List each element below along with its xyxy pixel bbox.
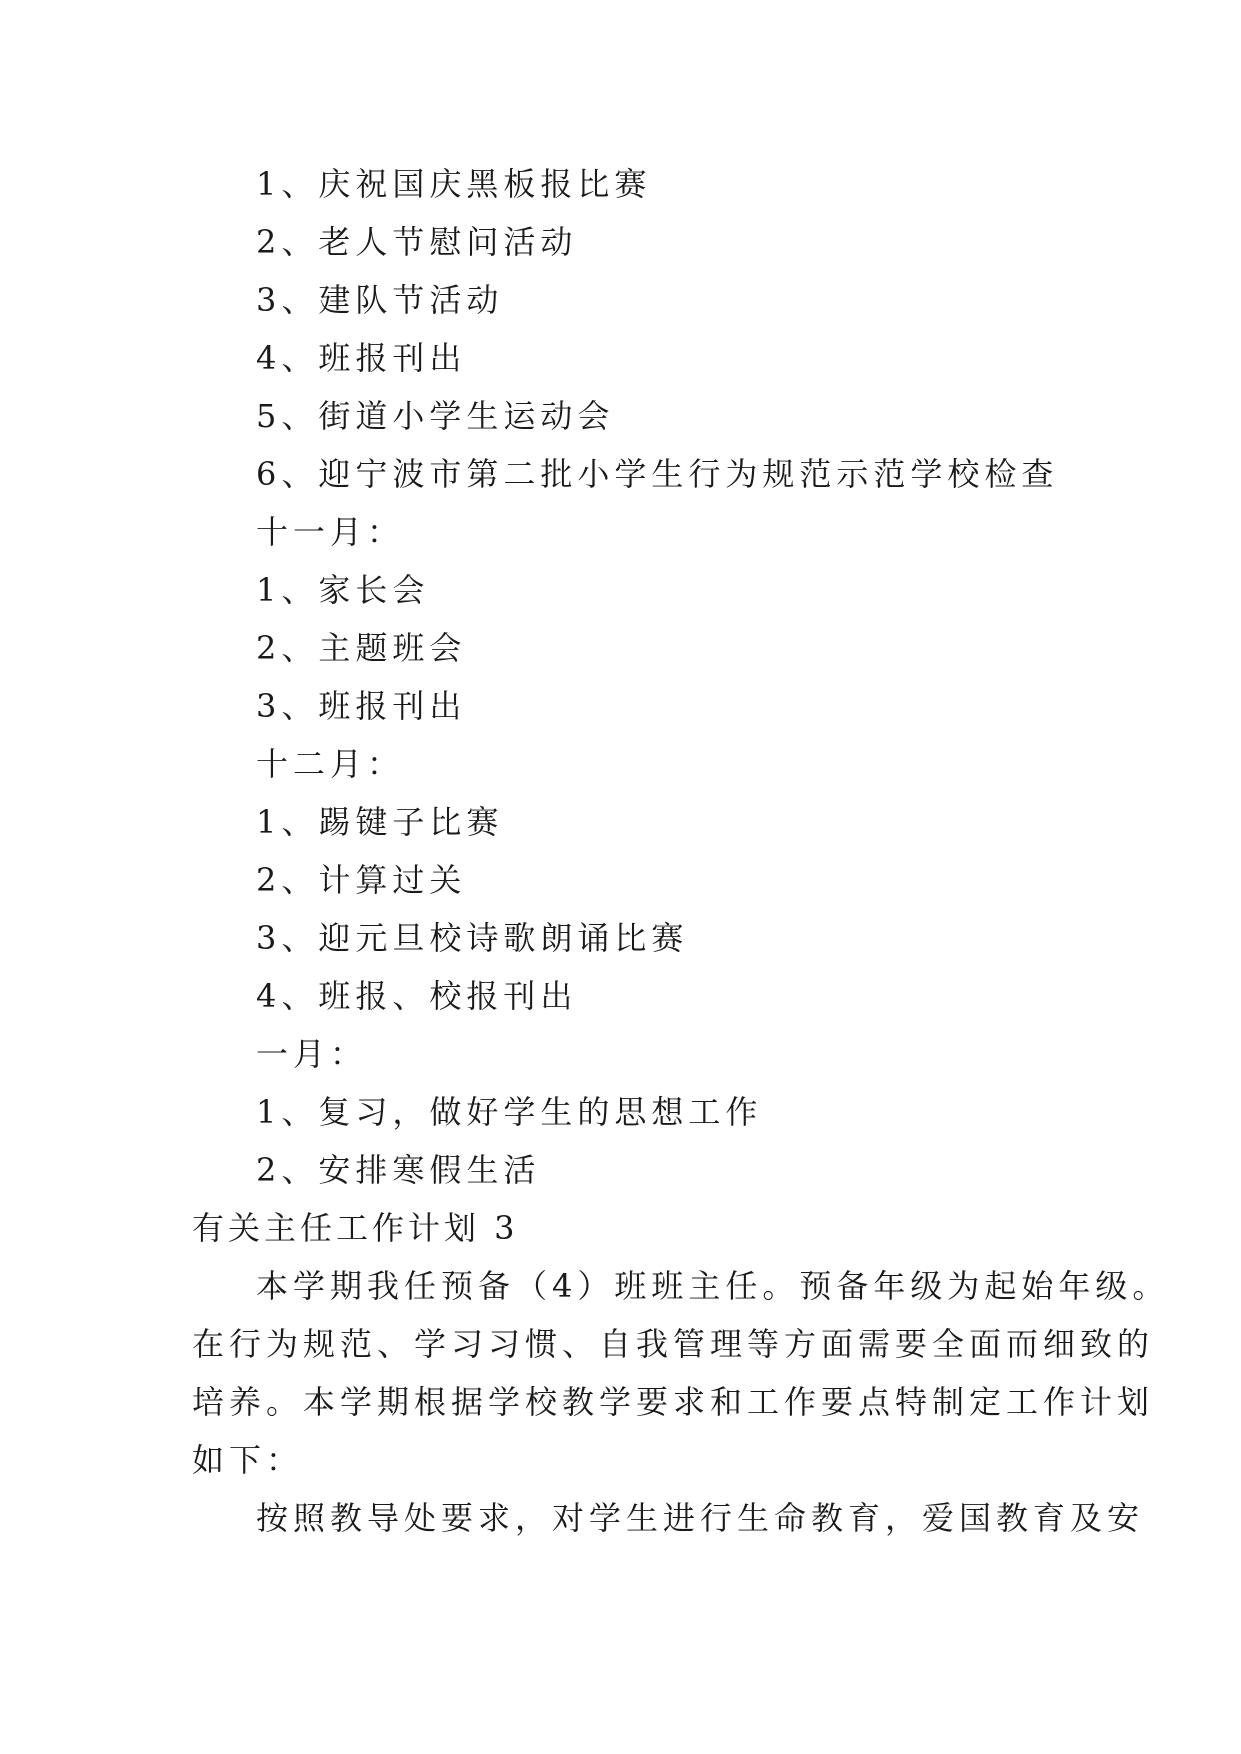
october-item-5: 5、街道小学生运动会 (256, 397, 615, 435)
december-item-1: 1、踢键子比赛 (256, 803, 504, 841)
december-item-2: 2、计算过关 (256, 861, 467, 899)
paragraph-1-line-4: 如下： (192, 1441, 304, 1479)
paragraph-1-line-2: 在行为规范、学习习惯、自我管理等方面需要全面而细致的 (192, 1325, 1155, 1363)
december-item-4: 4、班报、校报刊出 (256, 977, 578, 1015)
december-heading: 十二月： (256, 745, 405, 783)
november-heading: 十一月： (256, 513, 405, 551)
january-item-2: 2、安排寒假生活 (256, 1151, 541, 1189)
december-item-3: 3、迎元旦校诗歌朗诵比赛 (256, 919, 689, 957)
november-item-2: 2、主题班会 (256, 629, 467, 667)
october-item-2: 2、老人节慰问活动 (256, 223, 578, 261)
november-item-1: 1、家长会 (256, 571, 430, 609)
october-item-3: 3、建队节活动 (256, 281, 504, 319)
january-heading: 一月： (256, 1035, 368, 1073)
november-item-3: 3、班报刊出 (256, 687, 467, 725)
october-item-1: 1、庆祝国庆黑板报比赛 (256, 165, 652, 203)
october-item-6: 6、迎宁波市第二批小学生行为规范示范学校检查 (256, 455, 1059, 493)
paragraph-1-line-1: 本学期我任预备（4）班班主任。预备年级为起始年级。 (256, 1267, 1170, 1305)
section-title: 有关主任工作计划 3 (192, 1209, 519, 1247)
january-item-1: 1、复习，做好学生的思想工作 (256, 1093, 763, 1131)
paragraph-1-line-3: 培养。本学期根据学校教学要求和工作要点特制定工作计划 (192, 1383, 1155, 1421)
october-item-4: 4、班报刊出 (256, 339, 467, 377)
paragraph-2-line-1: 按照教导处要求，对学生进行生命教育，爱国教育及安 (256, 1499, 1145, 1537)
